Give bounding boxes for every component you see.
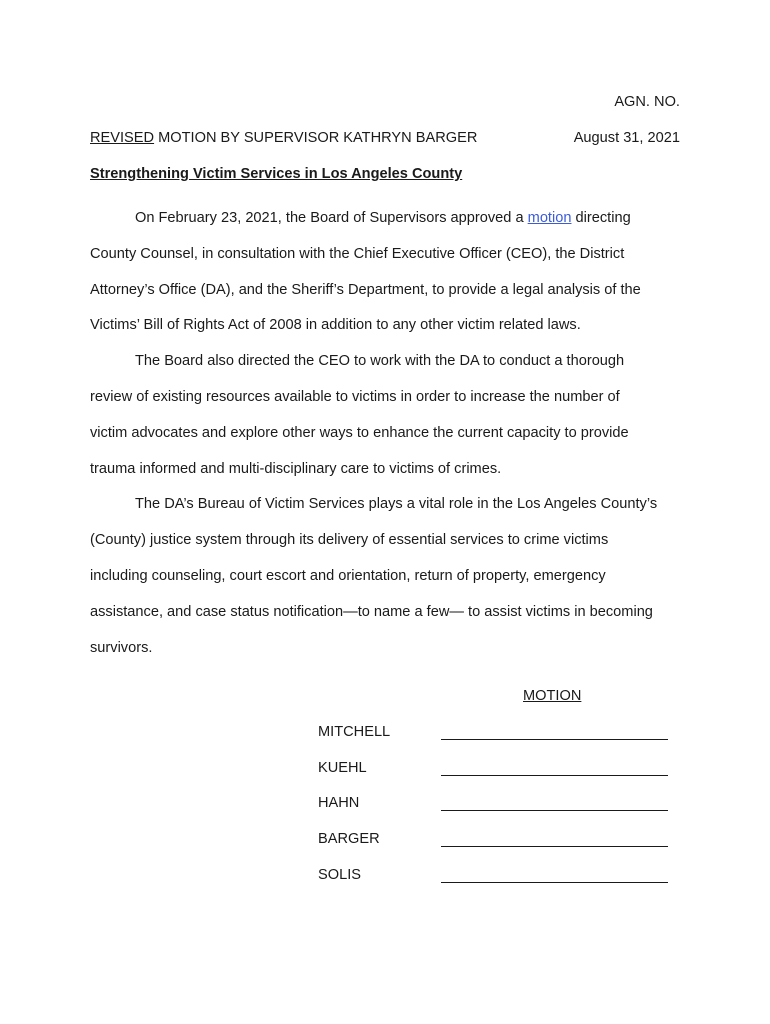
signature-line <box>441 775 668 776</box>
signature-line <box>441 739 668 740</box>
document-title: Strengthening Victim Services in Los Angeles County <box>90 166 463 182</box>
motion-link[interactable]: motion <box>527 210 572 226</box>
supervisor-name: SOLIS <box>318 867 361 883</box>
paragraph-line: Attorney’s Office (DA), and the Sheriff’s Department, to provide a legal analysis of the <box>90 281 641 298</box>
text-segment: directing <box>571 210 631 226</box>
vote-row <box>318 760 670 780</box>
supervisor-name: BARGER <box>318 831 380 847</box>
paragraph-line: The DA’s Bureau of Victim Services plays a vital role in the Los Angeles County’s <box>135 496 658 513</box>
supervisor-name: HAHN <box>318 795 360 811</box>
vote-row <box>318 867 670 887</box>
paragraph-line: review of existing resources available to victims in order to increase the number of <box>90 388 620 405</box>
supervisor-name: KUEHL <box>318 760 367 776</box>
paragraph-line: survivors. <box>90 639 153 656</box>
text-segment: On February 23, 2021, the Board of Supervisors approved a <box>135 210 528 226</box>
signature-line <box>441 810 668 811</box>
paragraph-line: County Counsel, in consultation with the Chief Executive Officer (CEO), the District <box>90 245 625 262</box>
motion-by-label: MOTION BY SUPERVISOR KATHRYN BARGER <box>154 130 478 146</box>
revised-label: REVISED <box>90 130 155 146</box>
paragraph-line <box>90 201 690 237</box>
vote-row <box>318 724 670 744</box>
agenda-number-label: AGN. NO. <box>614 94 680 110</box>
paragraph-1 <box>90 201 690 344</box>
paragraph-line: The Board also directed the CEO to work with the DA to conduct a thorough <box>135 353 625 370</box>
supervisor-name: MITCHELL <box>318 724 391 740</box>
paragraph-line: Victims’ Bill of Rights Act of 2008 in addition to any other victim related laws. <box>90 317 581 334</box>
paragraph-3 <box>90 487 690 666</box>
paragraph-line: (County) justice system through its delivery of essential services to crime victims <box>90 532 609 549</box>
motion-header <box>90 130 477 146</box>
vote-row <box>318 795 670 815</box>
paragraph-line: victim advocates and explore other ways to enhance the current capacity to provide <box>90 424 629 441</box>
motion-heading: MOTION <box>523 688 582 704</box>
paragraph-line: including counseling, court escort and orientation, return of property, emergency <box>90 567 606 584</box>
paragraph-line: trauma informed and multi-disciplinary care to victims of crimes. <box>90 460 502 477</box>
paragraph-line: assistance, and case status notification—to name a few— to assist victims in becoming <box>90 603 653 620</box>
vote-row <box>318 831 670 851</box>
signature-line <box>441 882 668 883</box>
motion-body <box>90 201 690 666</box>
motion-date: August 31, 2021 <box>573 130 680 146</box>
paragraph-2 <box>90 344 690 487</box>
signature-line <box>441 846 668 847</box>
